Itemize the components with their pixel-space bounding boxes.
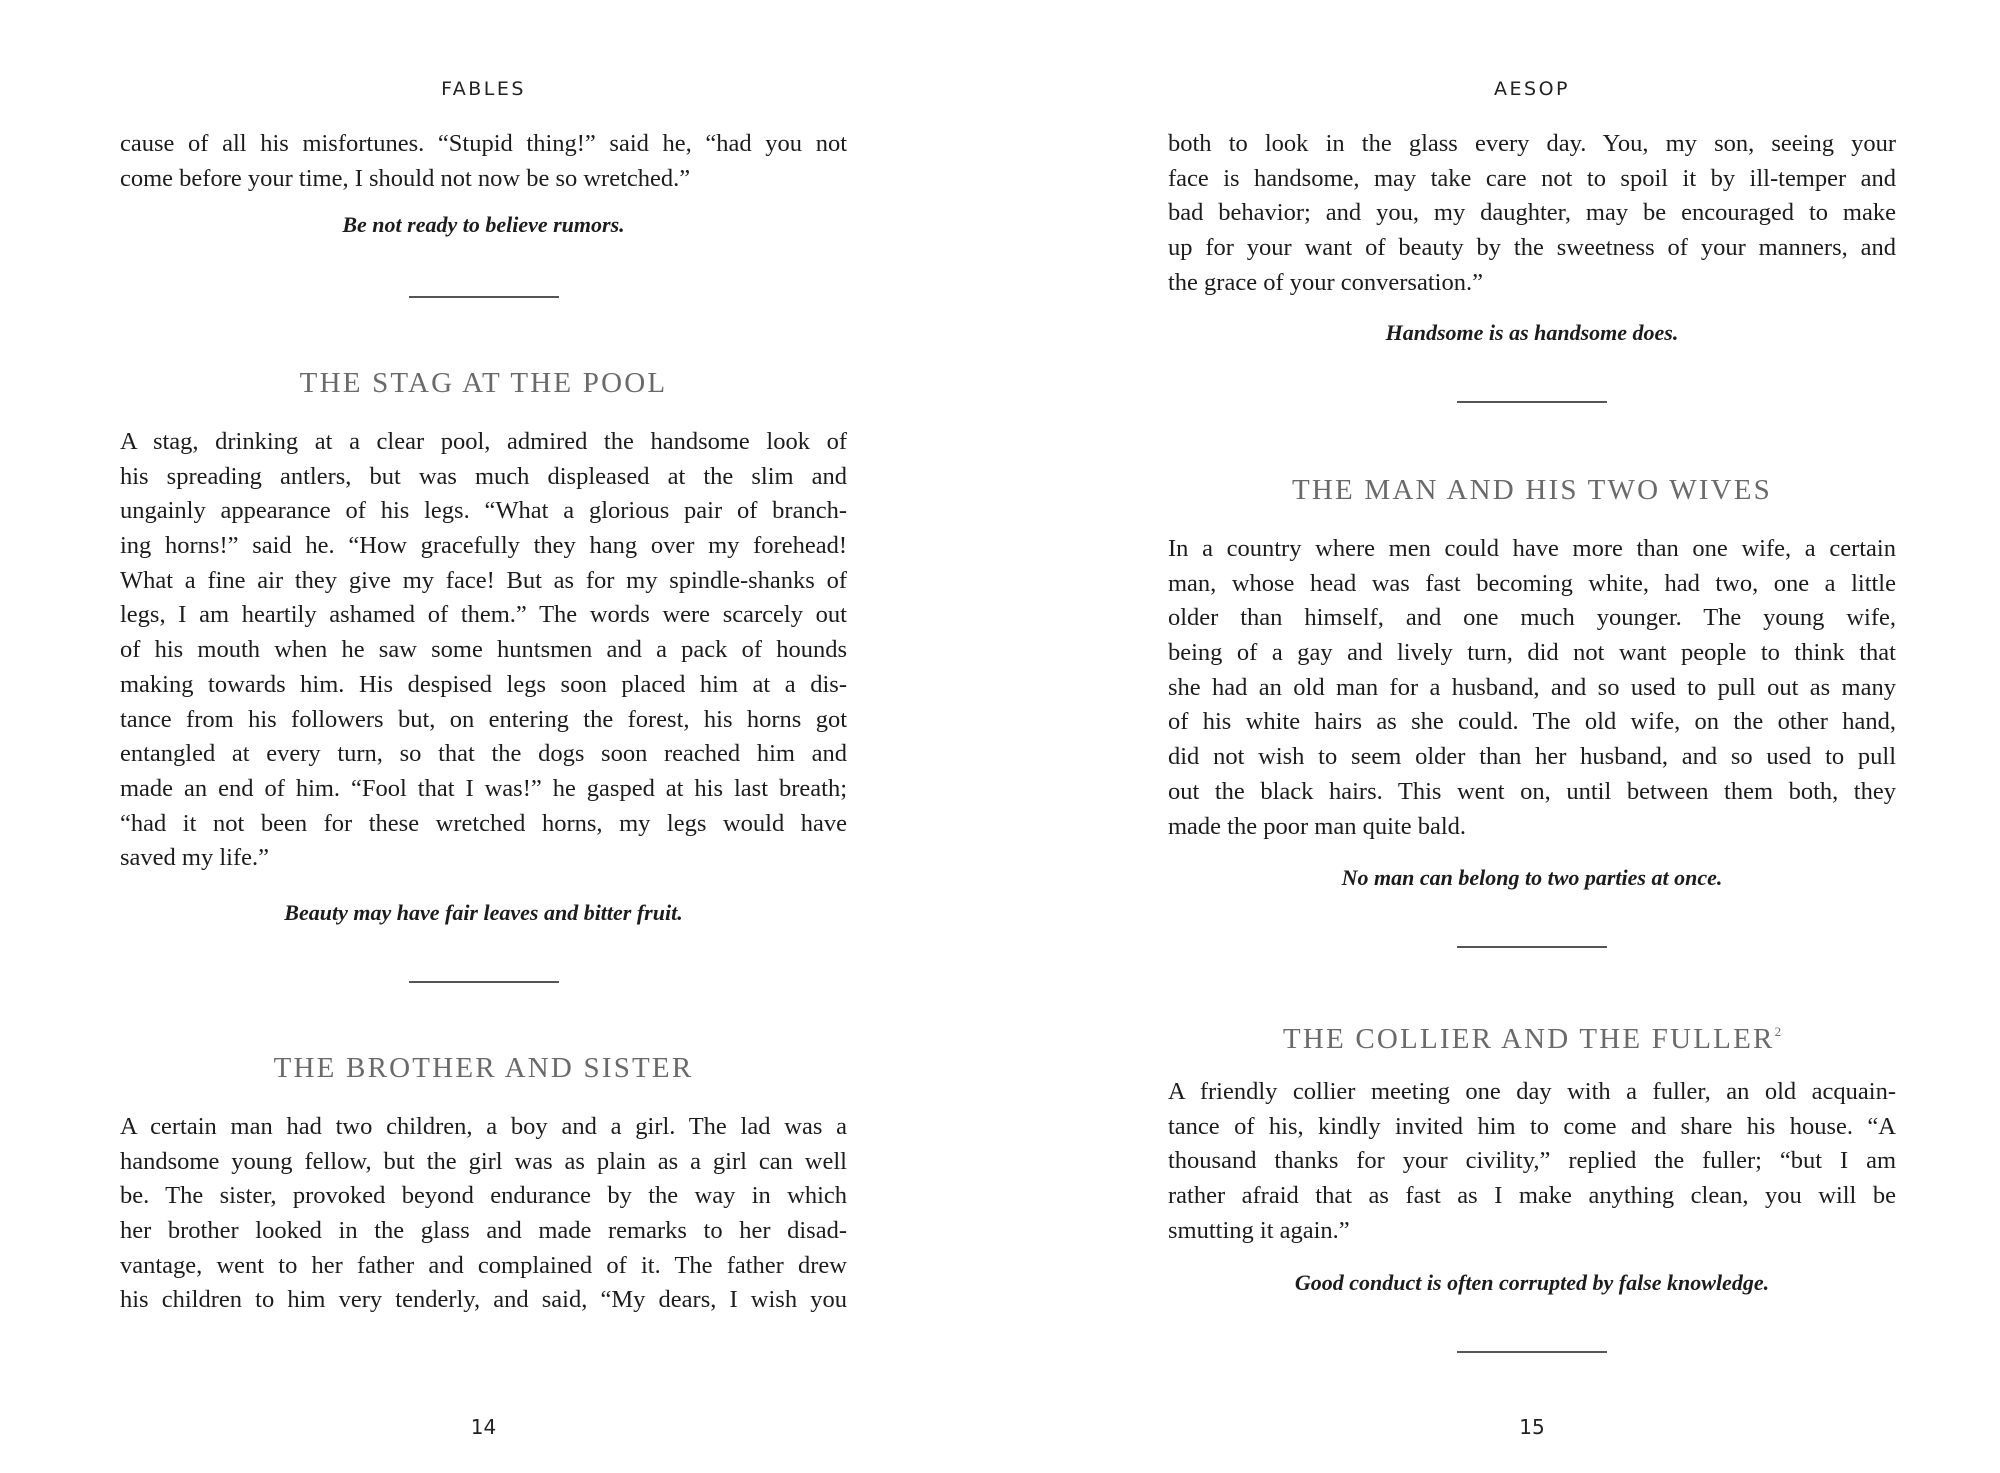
fable-body <box>120 425 847 876</box>
text-line: rather afraid that as fast as I make anything clean, you will be <box>1168 1182 1896 1210</box>
text-line: handsome young fellow, but the girl was as plain as a girl can well <box>120 1147 847 1175</box>
moral: Handsome is as handsome does. <box>1385 320 1679 345</box>
continuation-text <box>120 127 847 196</box>
moral: Beauty may have fair leaves and bitter fruit. <box>284 900 683 925</box>
fable-title: THE STAG AT THE POOL <box>299 367 668 399</box>
text-line: both to look in the glass every day. You, my son, seeing your <box>1168 130 1896 157</box>
text-line: A certain man had two children, a boy and a girl. The lad was a <box>120 1113 847 1140</box>
text-line: tance of his, kindly invited him to come and share his house. “A <box>1168 1112 1896 1140</box>
section-divider <box>1457 401 1607 403</box>
moral: Be not ready to believe rumors. <box>342 212 625 237</box>
text-line: entangled at every turn, so that the dogs soon reached him and <box>120 740 847 768</box>
text-line: made the poor man quite bald. <box>1168 812 1466 840</box>
text-line: his children to him very tenderly, and said, “My dears, I wish you <box>120 1286 847 1314</box>
left-page <box>120 0 847 1473</box>
text-line: In a country where men could have more than one wife, a certain <box>1168 535 1896 562</box>
text-line: being of a gay and lively turn, did not want people to think that <box>1168 639 1896 667</box>
text-line: making towards him. His despised legs soon placed him at a dis- <box>120 670 847 698</box>
text-line: made an end of him. “Fool that I was!” he gasped at his last breath; <box>120 774 847 802</box>
fable-body <box>1168 1075 1896 1248</box>
text-line: “had it not been for these wretched horns, my legs would have <box>120 809 847 837</box>
section-divider <box>1457 946 1607 948</box>
text-line: What a fine air they give my face! But as for my spindle-shanks of <box>120 566 847 594</box>
fable-title: THE BROTHER AND SISTER <box>273 1052 694 1084</box>
text-line: smutting it again.” <box>1168 1216 1350 1244</box>
text-line: saved my life.” <box>120 844 269 872</box>
text-line: thousand thanks for your civility,” replied the fuller; “but I am <box>1168 1147 1896 1175</box>
fable-title <box>1168 1014 1896 1057</box>
text-line: her brother looked in the glass and made remarks to her disad- <box>120 1217 847 1245</box>
text-line: the grace of your conversation.” <box>1168 268 1483 296</box>
text-line: cause of all his misfortunes. “Stupid thing!” said he, “had you not <box>120 130 847 157</box>
fable-title-text: THE COLLIER AND THE FULLER <box>1282 1023 1775 1055</box>
running-head: FABLES <box>441 78 526 100</box>
continuation-text <box>1168 127 1896 300</box>
running-head: AESOP <box>1494 78 1570 100</box>
page-number: 15 <box>1519 1415 1545 1439</box>
fable-body <box>1168 532 1896 844</box>
text-line: be. The sister, provoked beyond endurance by the way in which <box>120 1182 847 1210</box>
section-divider <box>1457 1351 1607 1353</box>
text-line: vantage, went to her father and complained of it. The father drew <box>120 1251 847 1279</box>
text-line: older than himself, and one much younger. The young wife, <box>1168 604 1896 632</box>
text-line: she had an old man for a husband, and so used to pull out as many <box>1168 673 1896 701</box>
text-line: did not wish to seem older than her husband, and so used to pull <box>1168 743 1896 771</box>
text-line: A friendly collier meeting one day with a fuller, an old acquain- <box>1168 1078 1896 1105</box>
text-line: man, whose head was fast becoming white, had two, one a little <box>1168 569 1896 597</box>
text-line: bad behavior; and you, my daughter, may be encouraged to make <box>1168 199 1896 227</box>
text-line: of his mouth when he saw some huntsmen and a pack of hounds <box>120 636 847 664</box>
right-page <box>1168 0 1896 1473</box>
moral: No man can belong to two parties at once. <box>1341 865 1723 890</box>
text-line: come before your time, I should not now be so wretched.” <box>120 164 691 192</box>
text-line: his spreading antlers, but was much displeased at the slim and <box>120 462 847 490</box>
page-number: 14 <box>470 1415 497 1439</box>
text-line: of his white hairs as she could. The old wife, on the other hand, <box>1168 708 1896 736</box>
section-divider <box>409 296 559 298</box>
text-line: tance from his followers but, on entering the forest, his horns got <box>120 705 847 733</box>
moral: Good conduct is often corrupted by false knowledge. <box>1294 1270 1770 1295</box>
footnote-marker[interactable]: 2 <box>1774 1024 1782 1039</box>
text-line: out the black hairs. This went on, until between them both, they <box>1168 777 1896 805</box>
section-divider <box>409 981 559 983</box>
fable-body <box>120 1110 847 1318</box>
text-line: ing horns!” said he. “How gracefully they hang over my forehead! <box>120 532 847 560</box>
text-line: ungainly appearance of his legs. “What a glorious pair of branch- <box>120 497 847 525</box>
text-line: face is handsome, may take care not to spoil it by ill-temper and <box>1168 164 1896 192</box>
text-line: A stag, drinking at a clear pool, admired the handsome look of <box>120 428 847 455</box>
text-line: legs, I am heartily ashamed of them.” The words were scarcely out <box>120 601 847 629</box>
text-line: up for your want of beauty by the sweetness of your manners, and <box>1168 234 1896 262</box>
fable-title: THE MAN AND HIS TWO WIVES <box>1291 474 1773 506</box>
